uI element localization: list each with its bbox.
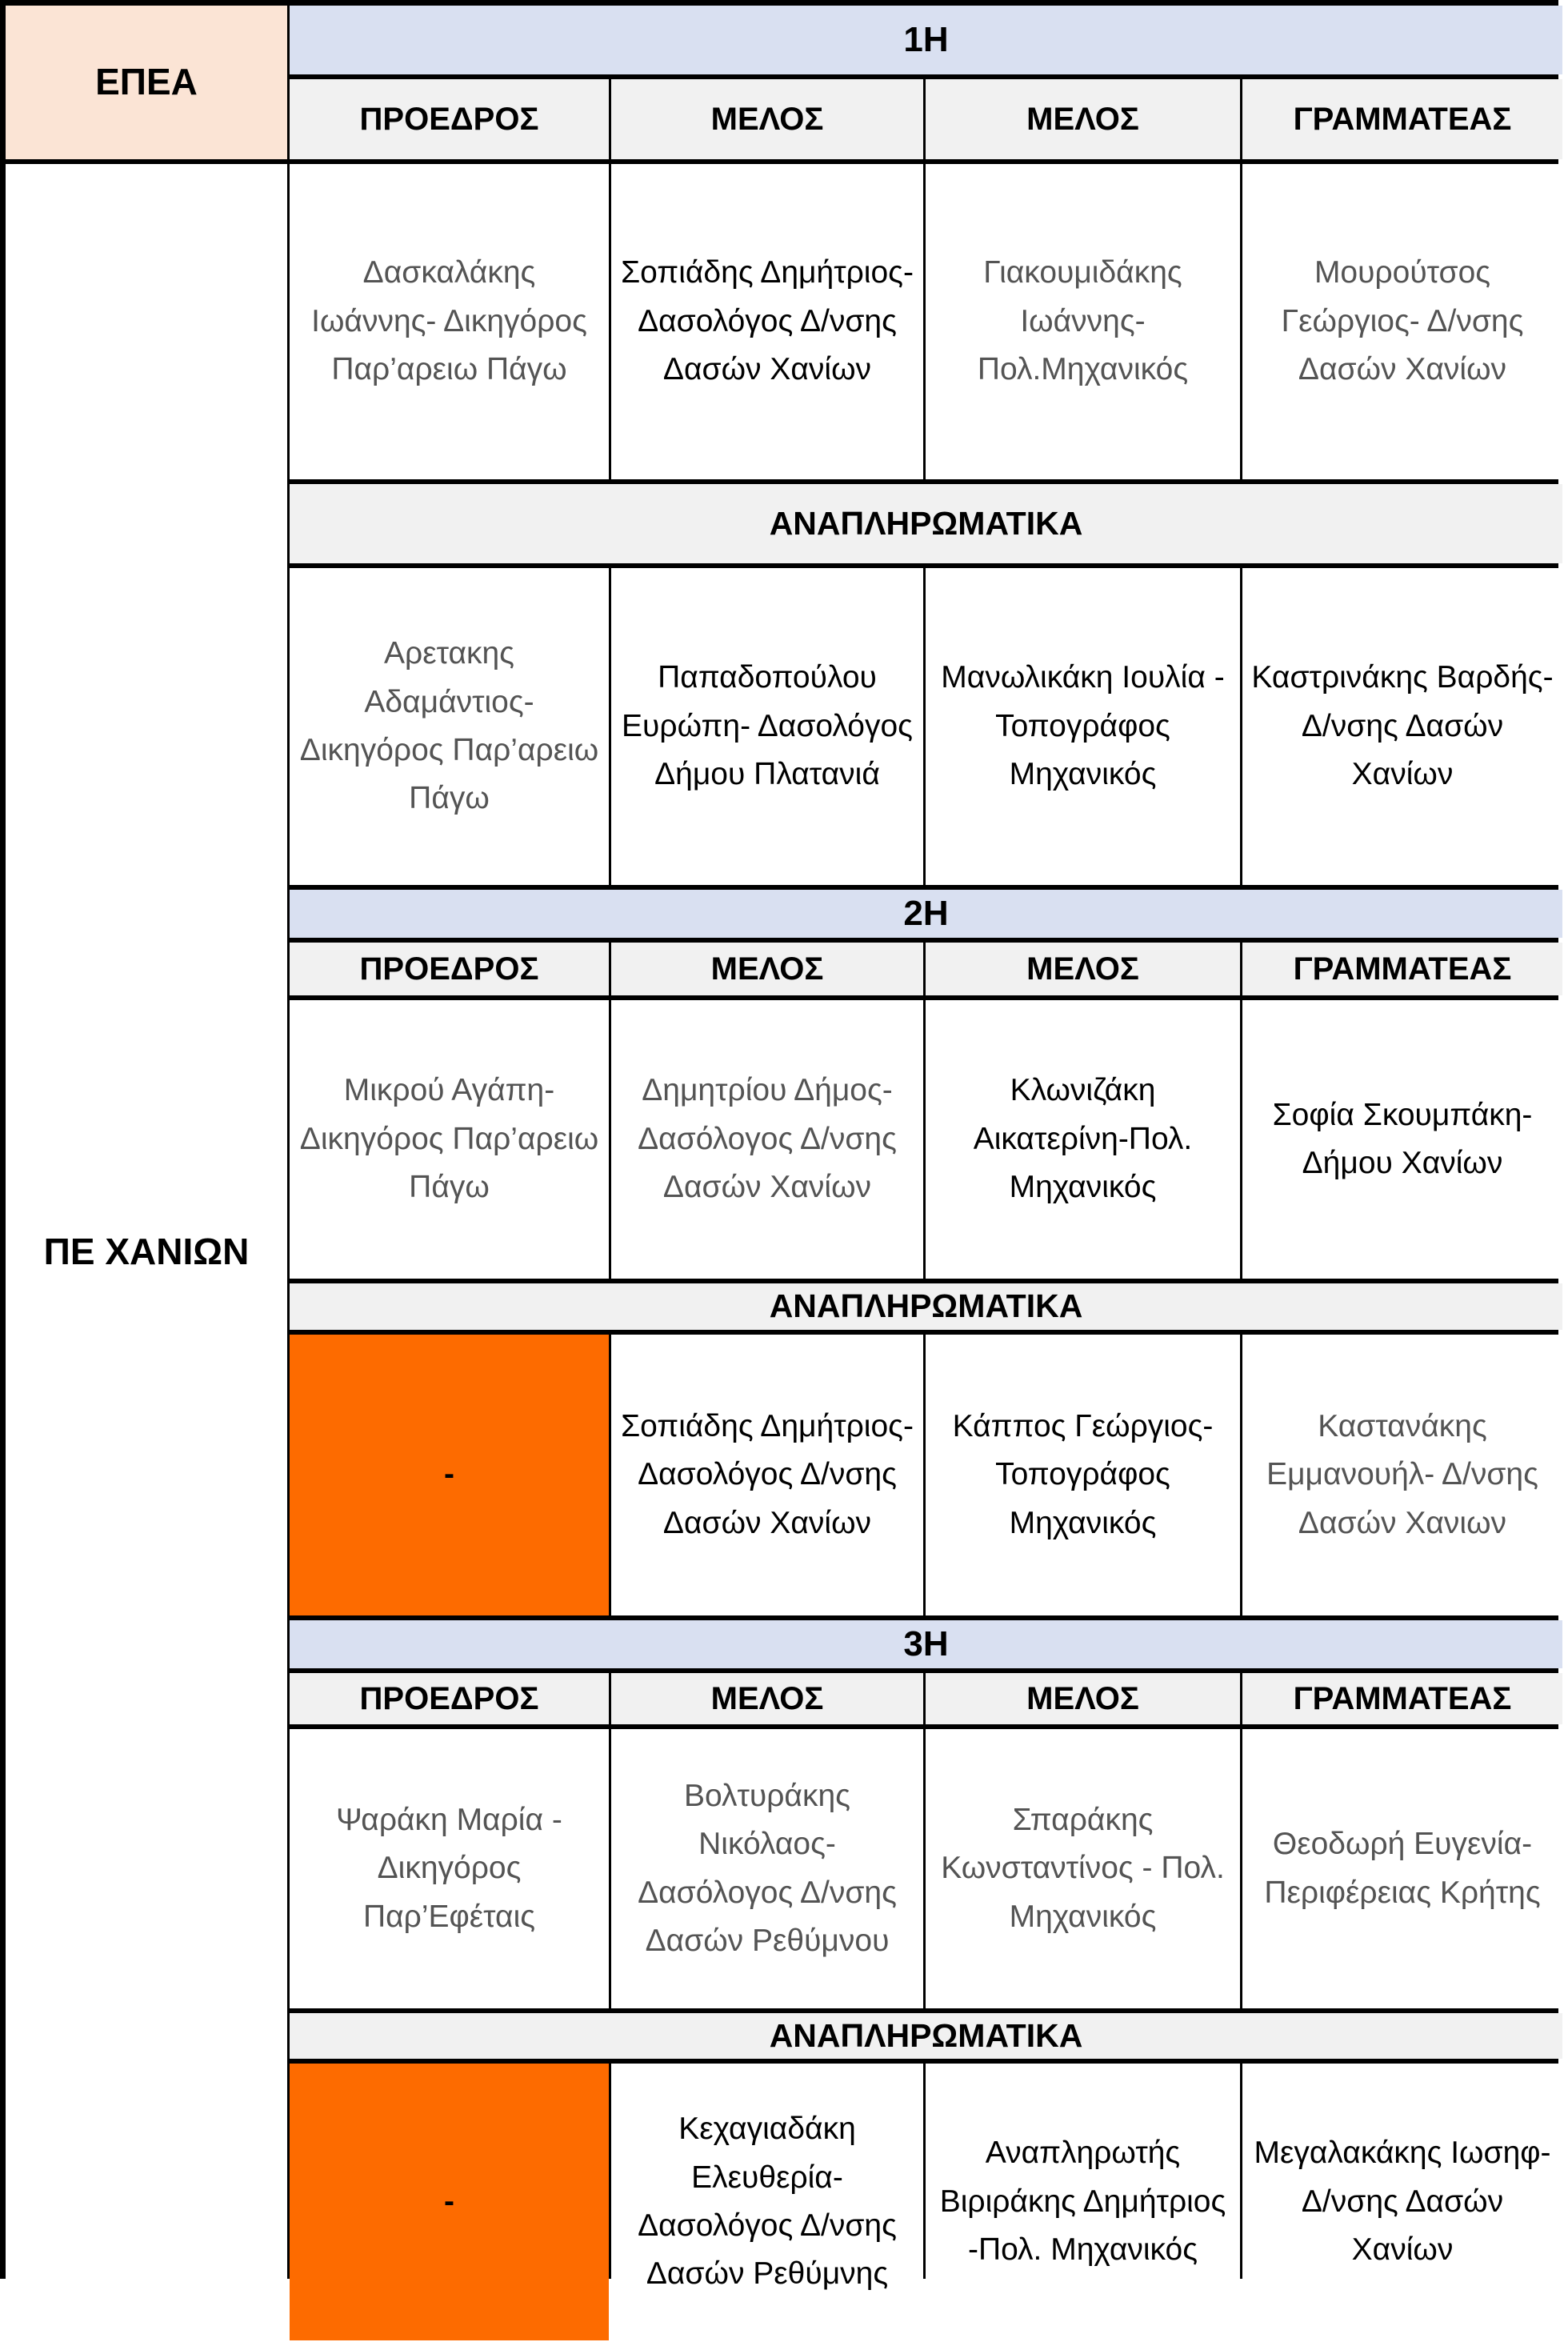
section-3-title-band: 3Η	[290, 1620, 1562, 1668]
section-2-main-melos-1: Δημητρίου Δήμος- Δασόλογος Δ/νσης Δασών Χανίων	[611, 1000, 923, 1279]
section-1-header-melos-1: ΜΕΛΟΣ	[611, 79, 923, 159]
section-2-title-band: 2Η	[290, 890, 1562, 938]
region-cell: ΠΕ ΧΑΝΙΩΝ	[6, 164, 287, 2340]
section-3-sub-proedros-empty: -	[290, 2064, 609, 2340]
corner-header-cell: ΕΠΕΑ	[6, 6, 287, 159]
section-1-main-grammateas: Μουρούτσος Γεώργιος- Δ/νσης Δασών Χανίων	[1242, 164, 1562, 479]
section-2-header-melos-1: ΜΕΛΟΣ	[611, 943, 923, 995]
section-2-header-grammateas: ΓΡΑΜΜΑΤΕΑΣ	[1242, 943, 1562, 995]
section-2-main-melos-2: Κλωνιζάκη Αικατερίνη-Πολ. Μηχανικός	[926, 1000, 1240, 1279]
section-2-sub-proedros-empty: -	[290, 1335, 609, 1615]
section-3-main-melos-2: Σπαράκης Κωνσταντίνος - Πολ. Μηχανικός	[926, 1729, 1240, 2008]
section-2-sub-melos-1: Σοπιάδης Δημήτριος- Δασολόγος Δ/νσης Δασών Χανίων	[611, 1335, 923, 1615]
section-1-main-proedros: Δασκαλάκης Ιωάννης- Δικηγόρος Παρ’αρειω Πάγω	[290, 164, 609, 479]
section-3-header-melos-2: ΜΕΛΟΣ	[926, 1673, 1240, 1724]
section-2-sub-melos-2: Κάππος Γεώργιος- Τοπογράφος Μηχανικός	[926, 1335, 1240, 1615]
section-3-header-melos-1: ΜΕΛΟΣ	[611, 1673, 923, 1724]
section-1-header-grammateas: ΓΡΑΜΜΑΤΕΑΣ	[1242, 79, 1562, 159]
section-3-substitutes-band: ΑΝΑΠΛΗΡΩΜΑΤΙΚΑ	[290, 2013, 1562, 2059]
section-2-header-melos-2: ΜΕΛΟΣ	[926, 943, 1240, 995]
section-1-header-proedros: ΠΡΟΕΔΡΟΣ	[290, 79, 609, 159]
section-3-sub-grammateas: Μεγαλακάκης Ιωσηφ-Δ/νσης Δασών Χανίων	[1242, 2064, 1562, 2340]
section-2-main-grammateas: Σοφία Σκουμπάκη- Δήμου Χανίων	[1242, 1000, 1562, 1279]
section-1-header-melos-2: ΜΕΛΟΣ	[926, 79, 1240, 159]
section-1-sub-melos-1: Παπαδοπούλου Ευρώπη- Δασολόγος Δήμου Πλατανιά	[611, 568, 923, 885]
section-3-sub-melos-2: Αναπληρωτής Βιριράκης Δημήτριος -Πολ. Μηχανικός	[926, 2064, 1240, 2340]
section-3-main-melos-1: Βολτυράκης Νικόλαος- Δασόλογος Δ/νσης Δασών Ρεθύμνου	[611, 1729, 923, 2008]
section-1-sub-grammateas: Καστρινάκης Βαρδής-Δ/νσης Δασών Χανίων	[1242, 568, 1562, 885]
section-3-main-proedros: Ψαράκη Μαρία - Δικηγόρος Παρ’Εφέταις	[290, 1729, 609, 2008]
section-2-substitutes-band: ΑΝΑΠΛΗΡΩΜΑΤΙΚΑ	[290, 1283, 1562, 1330]
section-1-main-melos-2: Γιακουμιδάκης Ιωάννης- Πολ.Μηχανικός	[926, 164, 1240, 479]
section-2-header-proedros: ΠΡΟΕΔΡΟΣ	[290, 943, 609, 995]
section-1-main-melos-1: Σοπιάδης Δημήτριος- Δασολόγος Δ/νσης Δασών Χανίων	[611, 164, 923, 479]
section-3-header-proedros: ΠΡΟΕΔΡΟΣ	[290, 1673, 609, 1724]
section-1-title-band: 1Η	[290, 6, 1562, 74]
section-1-sub-proedros: Αρετακης Αδαμάντιος- Δικηγόρος Παρ’αρειω Πάγω	[290, 568, 609, 885]
section-2-main-proedros: Μικρού Αγάπη- Δικηγόρος Παρ’αρειω Πάγω	[290, 1000, 609, 1279]
section-3-header-grammateas: ΓΡΑΜΜΑΤΕΑΣ	[1242, 1673, 1562, 1724]
section-3-main-grammateas: Θεοδωρή Ευγενία- Περιφέρειας Κρήτης	[1242, 1729, 1562, 2008]
section-3-sub-melos-1: Κεχαγιαδάκη Ελευθερία- Δασολόγος Δ/νσης Δασών Ρεθύμνης	[611, 2064, 923, 2340]
section-1-substitutes-band: ΑΝΑΠΛΗΡΩΜΑΤΙΚΑ	[290, 484, 1562, 563]
section-2-sub-grammateas: Καστανάκης Εμμανουήλ- Δ/νσης Δασών Χανιων	[1242, 1335, 1562, 1615]
section-1-sub-melos-2: Μανωλικάκη Ιουλία - Τοπογράφος Μηχανικός	[926, 568, 1240, 885]
